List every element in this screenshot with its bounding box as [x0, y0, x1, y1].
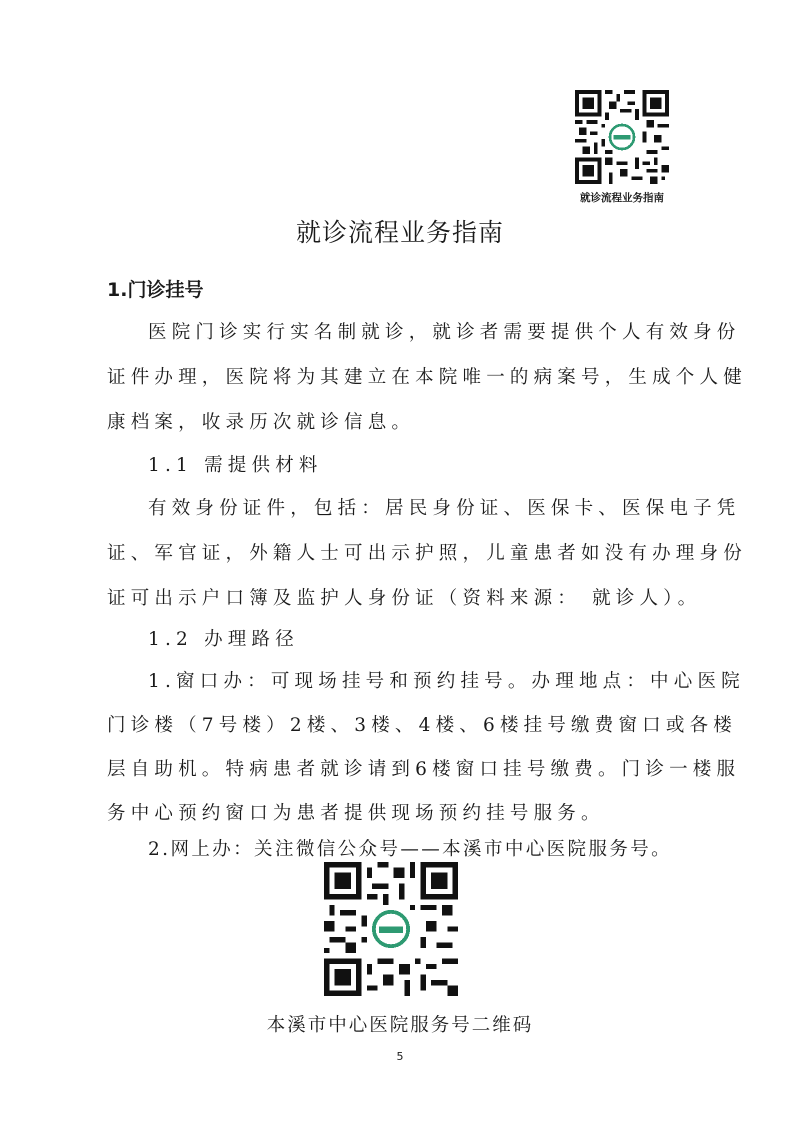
paragraph-line: 2.网上办：关注微信公众号——本溪市中心医院服务号。 [148, 839, 673, 860]
page-title: 就诊流程业务指南 [295, 218, 504, 247]
paragraph-line: 门诊楼（7号楼）2楼、3楼、4楼、6楼挂号缴费窗口或各楼 [107, 715, 737, 736]
qr-code-icon [324, 862, 458, 996]
paragraph-line: 康档案，收录历次就诊信息。 [107, 412, 416, 433]
paragraph-line: 务中心预约窗口为患者提供现场预约挂号服务。 [107, 803, 605, 824]
paragraph-line: 有效身份证件，包括：居民身份证、医保卡、医保电子凭 [148, 498, 741, 519]
paragraph-line: 1.窗口办：可现场挂号和预约挂号。办理地点：中心医院 [148, 671, 745, 692]
section-heading: 1.门诊挂号 [107, 279, 204, 301]
paragraph-line: 证、军官证，外籍人士可出示护照，儿童患者如没有办理身份 [107, 543, 747, 564]
page-number: 5 [396, 1050, 404, 1063]
paragraph-line: 层自助机。特病患者就诊请到6楼窗口挂号缴费。门诊一楼服 [107, 759, 741, 780]
qr-caption-top: 就诊流程业务指南 [580, 192, 664, 204]
paragraph-line: 证可出示户口簿及监护人身份证（资料来源： 就诊人）。 [107, 588, 702, 609]
qr-caption-bottom: 本溪市中心医院服务号二维码 [266, 1015, 534, 1036]
paragraph-line: 医院门诊实行实名制就诊，就诊者需要提供个人有效身份 [148, 322, 741, 343]
subsection-heading: 1.1 需提供材料 [148, 455, 323, 476]
qr-code-icon [575, 90, 669, 184]
subsection-heading: 1.2 办理路径 [148, 629, 299, 650]
paragraph-line: 证件办理，医院将为其建立在本院唯一的病案号，生成个人健 [107, 367, 747, 388]
